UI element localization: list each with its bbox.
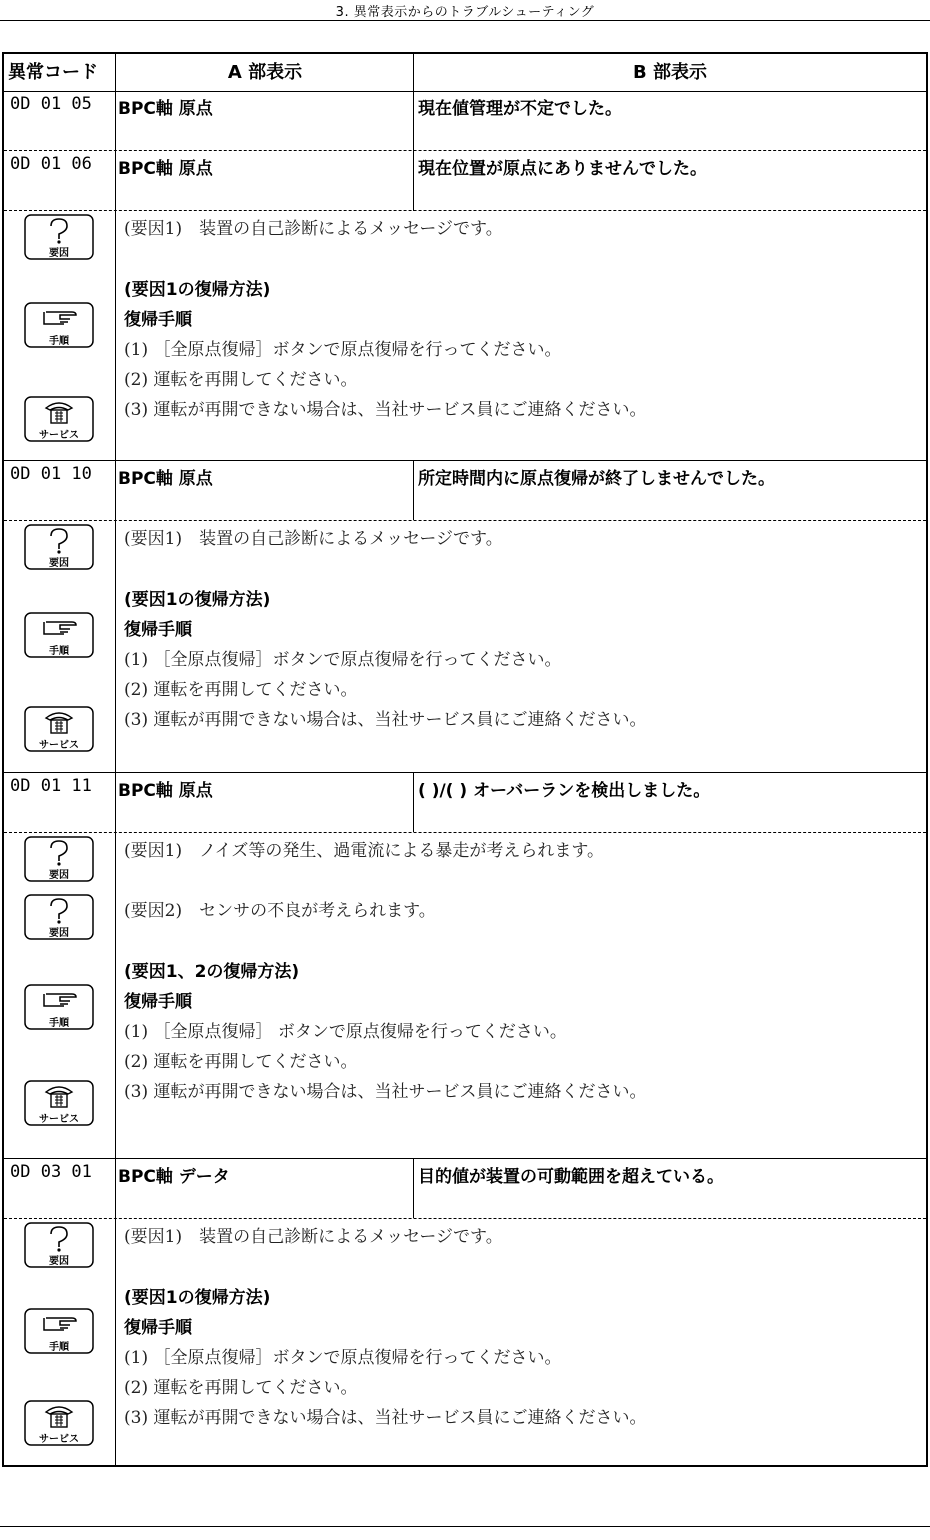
row-a-text: BPC軸 原点 (118, 781, 213, 801)
detail-line: (要因1) 装置の自己診断によるメッセージです。 (124, 1227, 503, 1247)
row-b-text: 目的値が装置の可動範囲を超えている。 (418, 1167, 724, 1187)
cause-icon: 要因 (24, 214, 94, 260)
detail-line: (1) ［全原点復帰］ボタンで原点復帰を行ってください。 (124, 650, 562, 670)
header-rule-bottom (4, 91, 926, 92)
row-separator (4, 210, 926, 211)
row-a-text: BPC軸 データ (118, 1167, 230, 1187)
row-b-text: 現在位置が原点にありませんでした。 (418, 159, 707, 179)
detail-line: (要因1の復帰方法) (124, 280, 271, 300)
detail-line: (要因1、2の復帰方法) (124, 962, 300, 982)
row-separator (4, 520, 926, 521)
service-icon: サービス (24, 396, 94, 442)
row-code: 0D 01 05 (10, 94, 92, 114)
row-code: 0D 01 10 (10, 464, 92, 484)
col-divider-ab-5 (413, 1158, 414, 1218)
row-separator (4, 832, 926, 833)
section-rule (4, 772, 926, 773)
section-rule (4, 460, 926, 461)
footer-rule (0, 1526, 930, 1527)
row-a-text: BPC軸 原点 (118, 99, 213, 119)
col-header-a: A 部表示 (227, 62, 303, 83)
procedure-icon: 手順 (24, 612, 94, 658)
detail-line: 復帰手順 (124, 310, 192, 330)
cause-icon: 要因 (24, 524, 94, 570)
col-divider-ab-4 (413, 772, 414, 832)
service-icon: サービス (24, 1400, 94, 1446)
detail-line: (2) 運転を再開してください。 (124, 1052, 358, 1072)
detail-line: (1) ［全原点復帰］ ボタンで原点復帰を行ってください。 (124, 1022, 567, 1042)
procedure-icon: 手順 (24, 984, 94, 1030)
row-b-text: 所定時間内に原点復帰が終了しませんでした。 (418, 469, 775, 489)
detail-line: (2) 運転を再開してください。 (124, 680, 358, 700)
detail-line: (3) 運転が再開できない場合は、当社サービス員にご連絡ください。 (124, 1082, 647, 1102)
detail-line: (1) ［全原点復帰］ボタンで原点復帰を行ってください。 (124, 340, 562, 360)
detail-line: (要因1) 装置の自己診断によるメッセージです。 (124, 219, 503, 239)
detail-line: 復帰手順 (124, 620, 192, 640)
detail-line: (要因1) 装置の自己診断によるメッセージです。 (124, 529, 503, 549)
detail-line: (要因1の復帰方法) (124, 1288, 271, 1308)
header-rule (0, 20, 930, 21)
procedure-icon: 手順 (24, 302, 94, 348)
row-a-text: BPC軸 原点 (118, 159, 213, 179)
row-code: 0D 01 06 (10, 154, 92, 174)
row-separator (4, 1218, 926, 1219)
col-header-code: 異常コード (8, 62, 98, 83)
col-header-b: B 部表示 (633, 62, 707, 83)
section-rule (4, 1158, 926, 1159)
detail-line: (2) 運転を再開してください。 (124, 1378, 358, 1398)
cause-icon: 要因 (24, 894, 94, 940)
detail-line: (要因2) センサの不良が考えられます。 (124, 901, 436, 921)
col-divider-ab-2 (413, 151, 414, 211)
service-icon: サービス (24, 1080, 94, 1126)
detail-line: (要因1の復帰方法) (124, 590, 271, 610)
error-code-table (2, 52, 928, 1467)
detail-line: 復帰手順 (124, 1318, 192, 1338)
col-divider-ab-3 (413, 460, 414, 520)
row-code: 0D 03 01 (10, 1162, 92, 1182)
detail-line: (3) 運転が再開できない場合は、当社サービス員にご連絡ください。 (124, 1408, 647, 1428)
row-separator (4, 150, 926, 151)
service-icon: サービス (24, 706, 94, 752)
row-code: 0D 01 11 (10, 776, 92, 796)
row-a-text: BPC軸 原点 (118, 469, 213, 489)
procedure-icon: 手順 (24, 1308, 94, 1354)
page-header (0, 0, 930, 22)
detail-line: (3) 運転が再開できない場合は、当社サービス員にご連絡ください。 (124, 710, 647, 730)
col-divider-ab-header (413, 54, 414, 91)
page-header-title: 3. 異常表示からのトラブルシューティング (335, 5, 595, 20)
detail-line: (2) 運転を再開してください。 (124, 370, 358, 390)
detail-line: 復帰手順 (124, 992, 192, 1012)
col-divider-ab-1 (413, 91, 414, 151)
cause-icon: 要因 (24, 836, 94, 882)
cause-icon: 要因 (24, 1222, 94, 1268)
row-b-text: ( )/( ) オーバーランを検出しました。 (418, 781, 711, 801)
detail-line: (要因1) ノイズ等の発生、過電流による暴走が考えられます。 (124, 841, 605, 861)
row-b-text: 現在値管理が不定でした。 (418, 99, 622, 119)
detail-line: (1) ［全原点復帰］ボタンで原点復帰を行ってください。 (124, 1348, 562, 1368)
detail-line: (3) 運転が再開できない場合は、当社サービス員にご連絡ください。 (124, 400, 647, 420)
col-divider-code (115, 54, 116, 1465)
